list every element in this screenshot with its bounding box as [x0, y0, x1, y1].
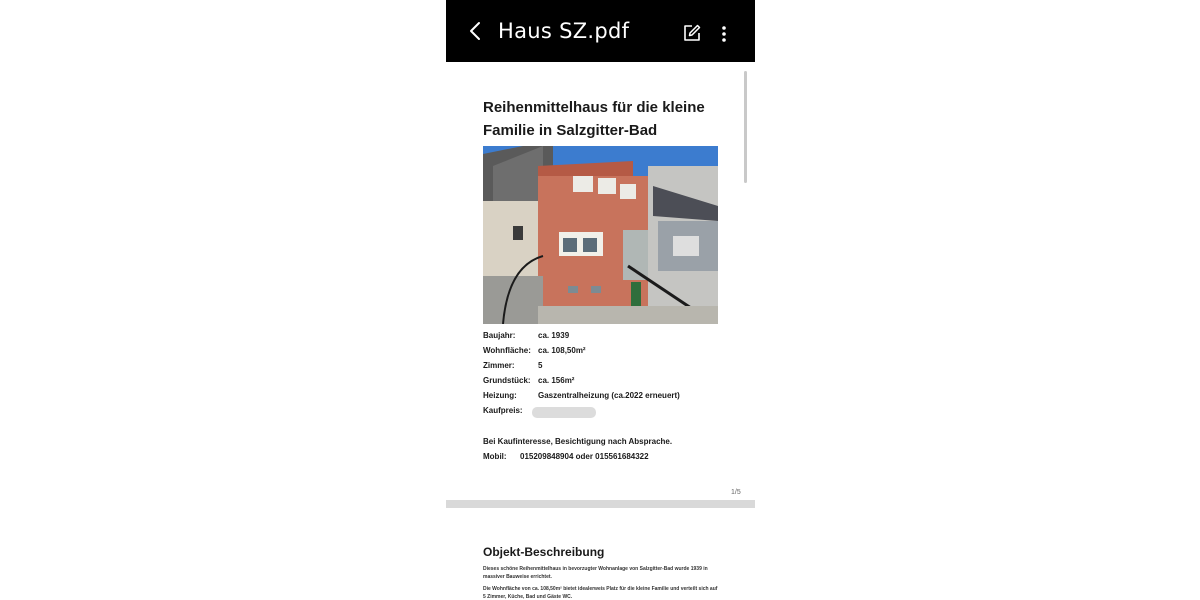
fact-value: ca. 108,50m²	[538, 346, 586, 355]
mobile-number: 015209848904 oder 015561684322	[520, 452, 649, 461]
contact-text: Bei Kaufinteresse, Besichtigung nach Absprache.	[483, 437, 673, 446]
back-button[interactable]	[464, 19, 488, 43]
section-title: Objekt-Beschreibung	[483, 545, 605, 559]
fact-label: Kaufpreis:	[483, 406, 523, 415]
page-separator	[446, 500, 755, 508]
more-options-button[interactable]	[716, 24, 732, 44]
more-vertical-icon	[716, 24, 732, 44]
pdf-page-2	[446, 508, 755, 600]
mobile-row	[483, 449, 672, 464]
house-photo	[483, 146, 718, 324]
description-paragraph: Dieses schöne Reihenmittelhaus in bevorzugter Wohnanlage von Salzgitter-Bad wurde 1939 in massiver Bauweise errichtet.	[483, 566, 708, 580]
fact-value: ca. 156m²	[538, 376, 575, 385]
fact-value: Gaszentralheizung (ca.2022 erneuert)	[538, 391, 680, 400]
contact-block	[483, 434, 672, 464]
edit-pencil-icon	[682, 23, 702, 43]
top-app-bar	[446, 0, 755, 62]
fact-label: Grundstück:	[483, 376, 531, 385]
fact-label: Baujahr:	[483, 331, 516, 340]
edit-button[interactable]	[682, 23, 702, 43]
file-title: Haus SZ.pdf	[498, 19, 630, 43]
chevron-left-icon	[464, 19, 488, 43]
document-title: Reihenmittelhaus für die kleine Familie in Salzgitter-Bad	[483, 99, 705, 139]
description-paragraph: Die Wohnfläche von ca. 108,50m² bietet idealerweis Platz für die kleine Familie und verteilt sich auf 5 Zimmer, Küche, Bad und Gäste WC.	[483, 586, 718, 600]
fact-label: Zimmer:	[483, 361, 515, 370]
redacted-price	[532, 407, 596, 418]
fact-value: ca. 1939	[538, 331, 570, 340]
fact-label: Wohnfläche:	[483, 346, 531, 355]
mobile-label: Mobil:	[483, 452, 507, 461]
page-indicator: 1/5	[731, 489, 741, 496]
scrollbar-thumb[interactable]	[744, 71, 747, 183]
pdf-viewer	[446, 0, 755, 600]
fact-value: 5	[538, 361, 543, 370]
fact-label: Heizung:	[483, 391, 517, 400]
pdf-page-1	[446, 62, 755, 500]
